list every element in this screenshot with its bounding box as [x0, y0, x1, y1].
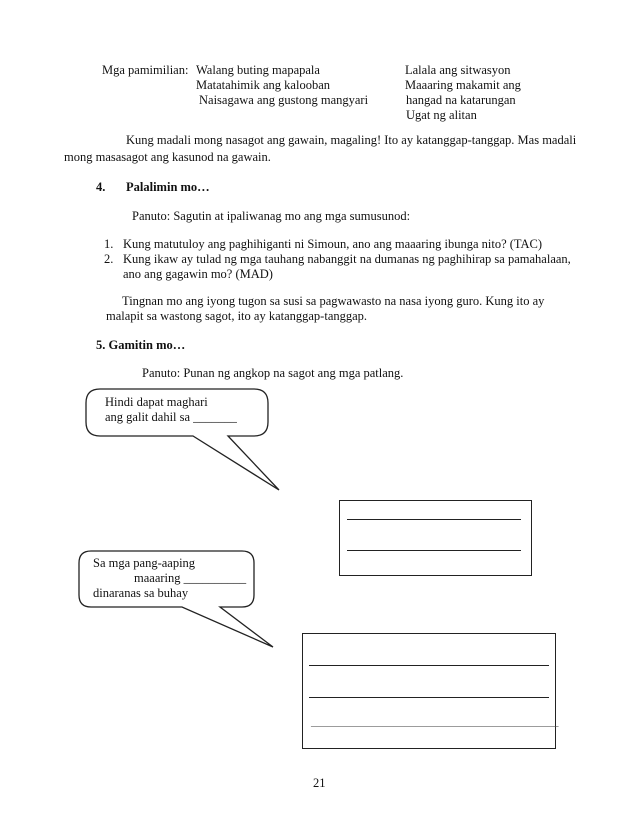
choice-item: Ugat ng alitan	[406, 108, 477, 122]
choices-label: Mga pamimilian:	[102, 63, 189, 77]
page-number: 21	[313, 776, 326, 790]
bubble-2-text[interactable]: maaaring __________	[134, 571, 247, 585]
section-4-instruction: Panuto: Sagutin at ipaliwanag mo ang mga sumusunod:	[132, 209, 411, 223]
bubble-1-text: Hindi dapat maghari	[105, 395, 208, 409]
choice-item: Walang buting mapapala	[196, 63, 320, 77]
question-number: 1.	[104, 237, 114, 251]
question-number: 2.	[104, 252, 114, 266]
answer-line[interactable]	[309, 665, 549, 666]
question-text: Kung ikaw ay tulad ng mga tauhang nabanggit na dumanas ng paghihirap sa pamahalaan,	[123, 252, 571, 266]
section-4-title: Palalimin mo…	[126, 180, 210, 194]
choice-item: Matatahimik ang kalooban	[196, 78, 330, 92]
answer-line-dotted[interactable]: _____________________________________________	[311, 716, 559, 728]
section-4-number: 4.	[96, 180, 106, 194]
feedback-text: Kung madali mong nasagot ang gawain, magaling! Ito ay katanggap-tanggap. Mas madali	[126, 133, 577, 147]
answer-line[interactable]	[347, 550, 521, 551]
bubble-2-text: Sa mga pang-aaping	[93, 556, 196, 570]
feedback-text: mong masasagot ang kasunod na gawain.	[64, 150, 271, 164]
bubble-1-text[interactable]: ang galit dahil sa _______	[105, 410, 237, 424]
section-5-title: 5. Gamitin mo…	[96, 338, 186, 352]
question-text: Kung matutuloy ang paghihiganti ni Simoun, ano ang maaaring ibunga nito? (TAC)	[123, 237, 543, 251]
check-answer-text: Tingnan mo ang iyong tugon sa susi sa pagwawasto na nasa iyong guro. Kung ito ay	[122, 294, 545, 308]
answer-line[interactable]	[347, 519, 521, 520]
answer-box-1	[339, 500, 532, 576]
answer-line[interactable]	[309, 697, 549, 698]
question-text: ano ang gagawin mo? (MAD)	[123, 267, 273, 281]
choice-item: Maaaring makamit ang	[405, 78, 521, 92]
choice-item: hangad na katarungan	[406, 93, 516, 107]
choice-item: Naisagawa ang gustong mangyari	[199, 93, 369, 107]
section-5-instruction: Panuto: Punan ng angkop na sagot ang mga patlang.	[142, 366, 404, 380]
answer-box-2	[302, 633, 559, 749]
check-answer-text: malapit sa wastong sagot, ito ay katanggap-tanggap.	[106, 309, 368, 323]
bubble-2-text: dinaranas sa buhay	[93, 586, 189, 600]
choice-item: Lalala ang sitwasyon	[405, 63, 511, 77]
